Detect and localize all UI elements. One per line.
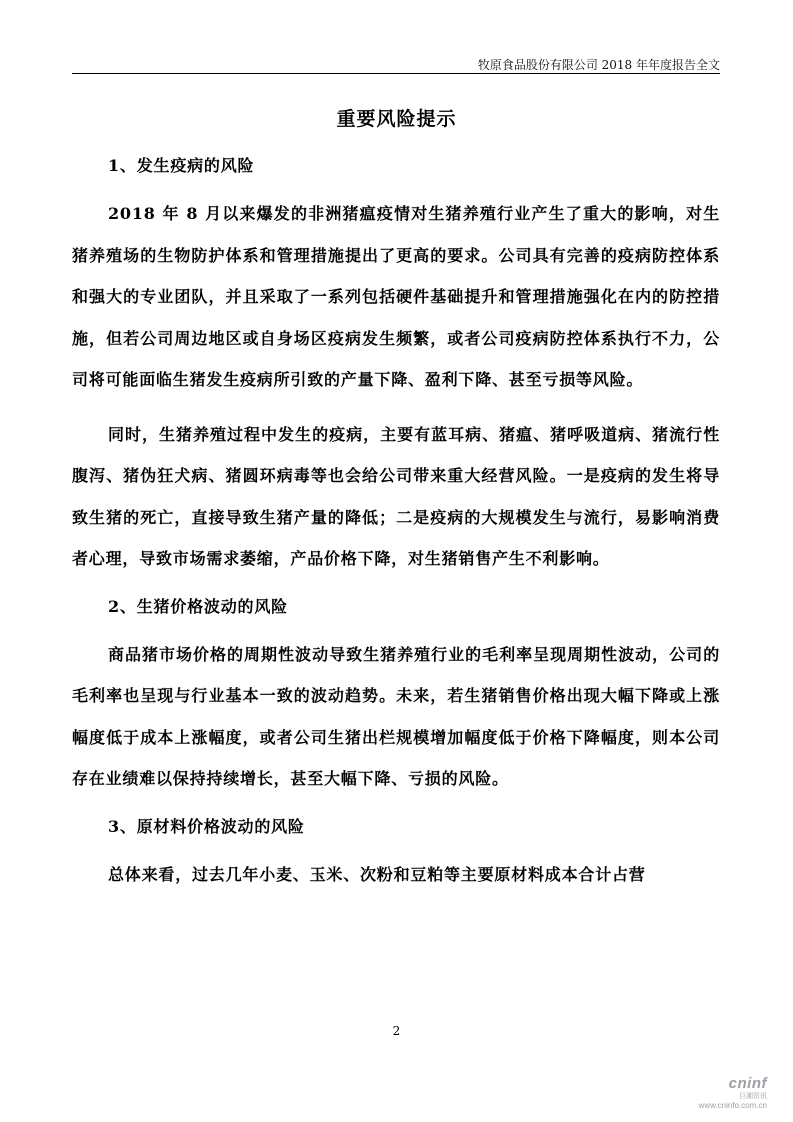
section-hog-price-risk xyxy=(72,593,720,800)
paragraph: 商品猪市场价格的周期性波动导致生猪养殖行业的毛利率呈现周期性波动，公司的毛利率也呈现与行业基本一致的波动趋势。未来，若生猪销售价格出现大幅下降或上涨幅度低于成本上涨幅度，或者公司生猪出栏规模增加幅度低于价格下降幅度，则本公司存在业绩难以保持持续增长，甚至大幅下降、亏损的风险。 xyxy=(72,644,720,788)
paragraph: 2018 年 8 月以来爆发的非洲猪瘟疫情对生猪养殖行业产生了重大的影响，对生猪养殖场的生物防护体系和管理措施提出了更高的要求。公司具有完善的疫病防控体系和强大的专业团队，并且采取了一系列包括硬件基础提升和管理措施强化在内的防控措施，但若公司周边地区或自身场区疫病发生频繁，或者公司疫病防控体系执行不力，公司将可能面临生猪发生疫病所引致的产量下降、盈利下降、甚至亏损等风险。 xyxy=(72,204,720,389)
document-body xyxy=(72,152,720,908)
section-epidemic-risk xyxy=(72,152,720,580)
header-divider xyxy=(72,73,720,74)
paragraph: 同时，生猪养殖过程中发生的疫病，主要有蓝耳病、猪瘟、猪呼吸道病、猪流行性腹泻、猪伪狂犬病、猪圆环病毒等也会给公司带来重大经营风险。一是疫病的发生将导致生猪的死亡，直接导致生猪产量的降低；二是疫病的大规模发生与流行，易影响消费者心理，导致市场需求萎缩，产品价格下降，对生猪销售产生不利影响。 xyxy=(72,424,720,568)
section-heading: 3、原材料价格波动的风险 xyxy=(108,816,305,836)
section-raw-material-risk xyxy=(72,813,720,896)
watermark-url: www.cninfo.com.cn xyxy=(698,1101,767,1110)
cninfo-logo: cninf xyxy=(728,1075,767,1092)
watermark-subtitle: 巨潮资讯 xyxy=(739,1093,767,1100)
page-number: 2 xyxy=(392,1024,401,1038)
cninfo-watermark xyxy=(697,1076,767,1111)
section-heading: 1、发生疫病的风险 xyxy=(108,156,255,175)
paragraph: 总体来看，过去几年小麦、玉米、次粉和豆粕等主要原材料成本合计占营 xyxy=(108,864,646,884)
page-title: 重要风险提示 xyxy=(336,108,457,130)
running-header: 牧原食品股份有限公司 2018 年年度报告全文 xyxy=(477,58,720,72)
section-heading: 2、生猪价格波动的风险 xyxy=(108,596,288,616)
